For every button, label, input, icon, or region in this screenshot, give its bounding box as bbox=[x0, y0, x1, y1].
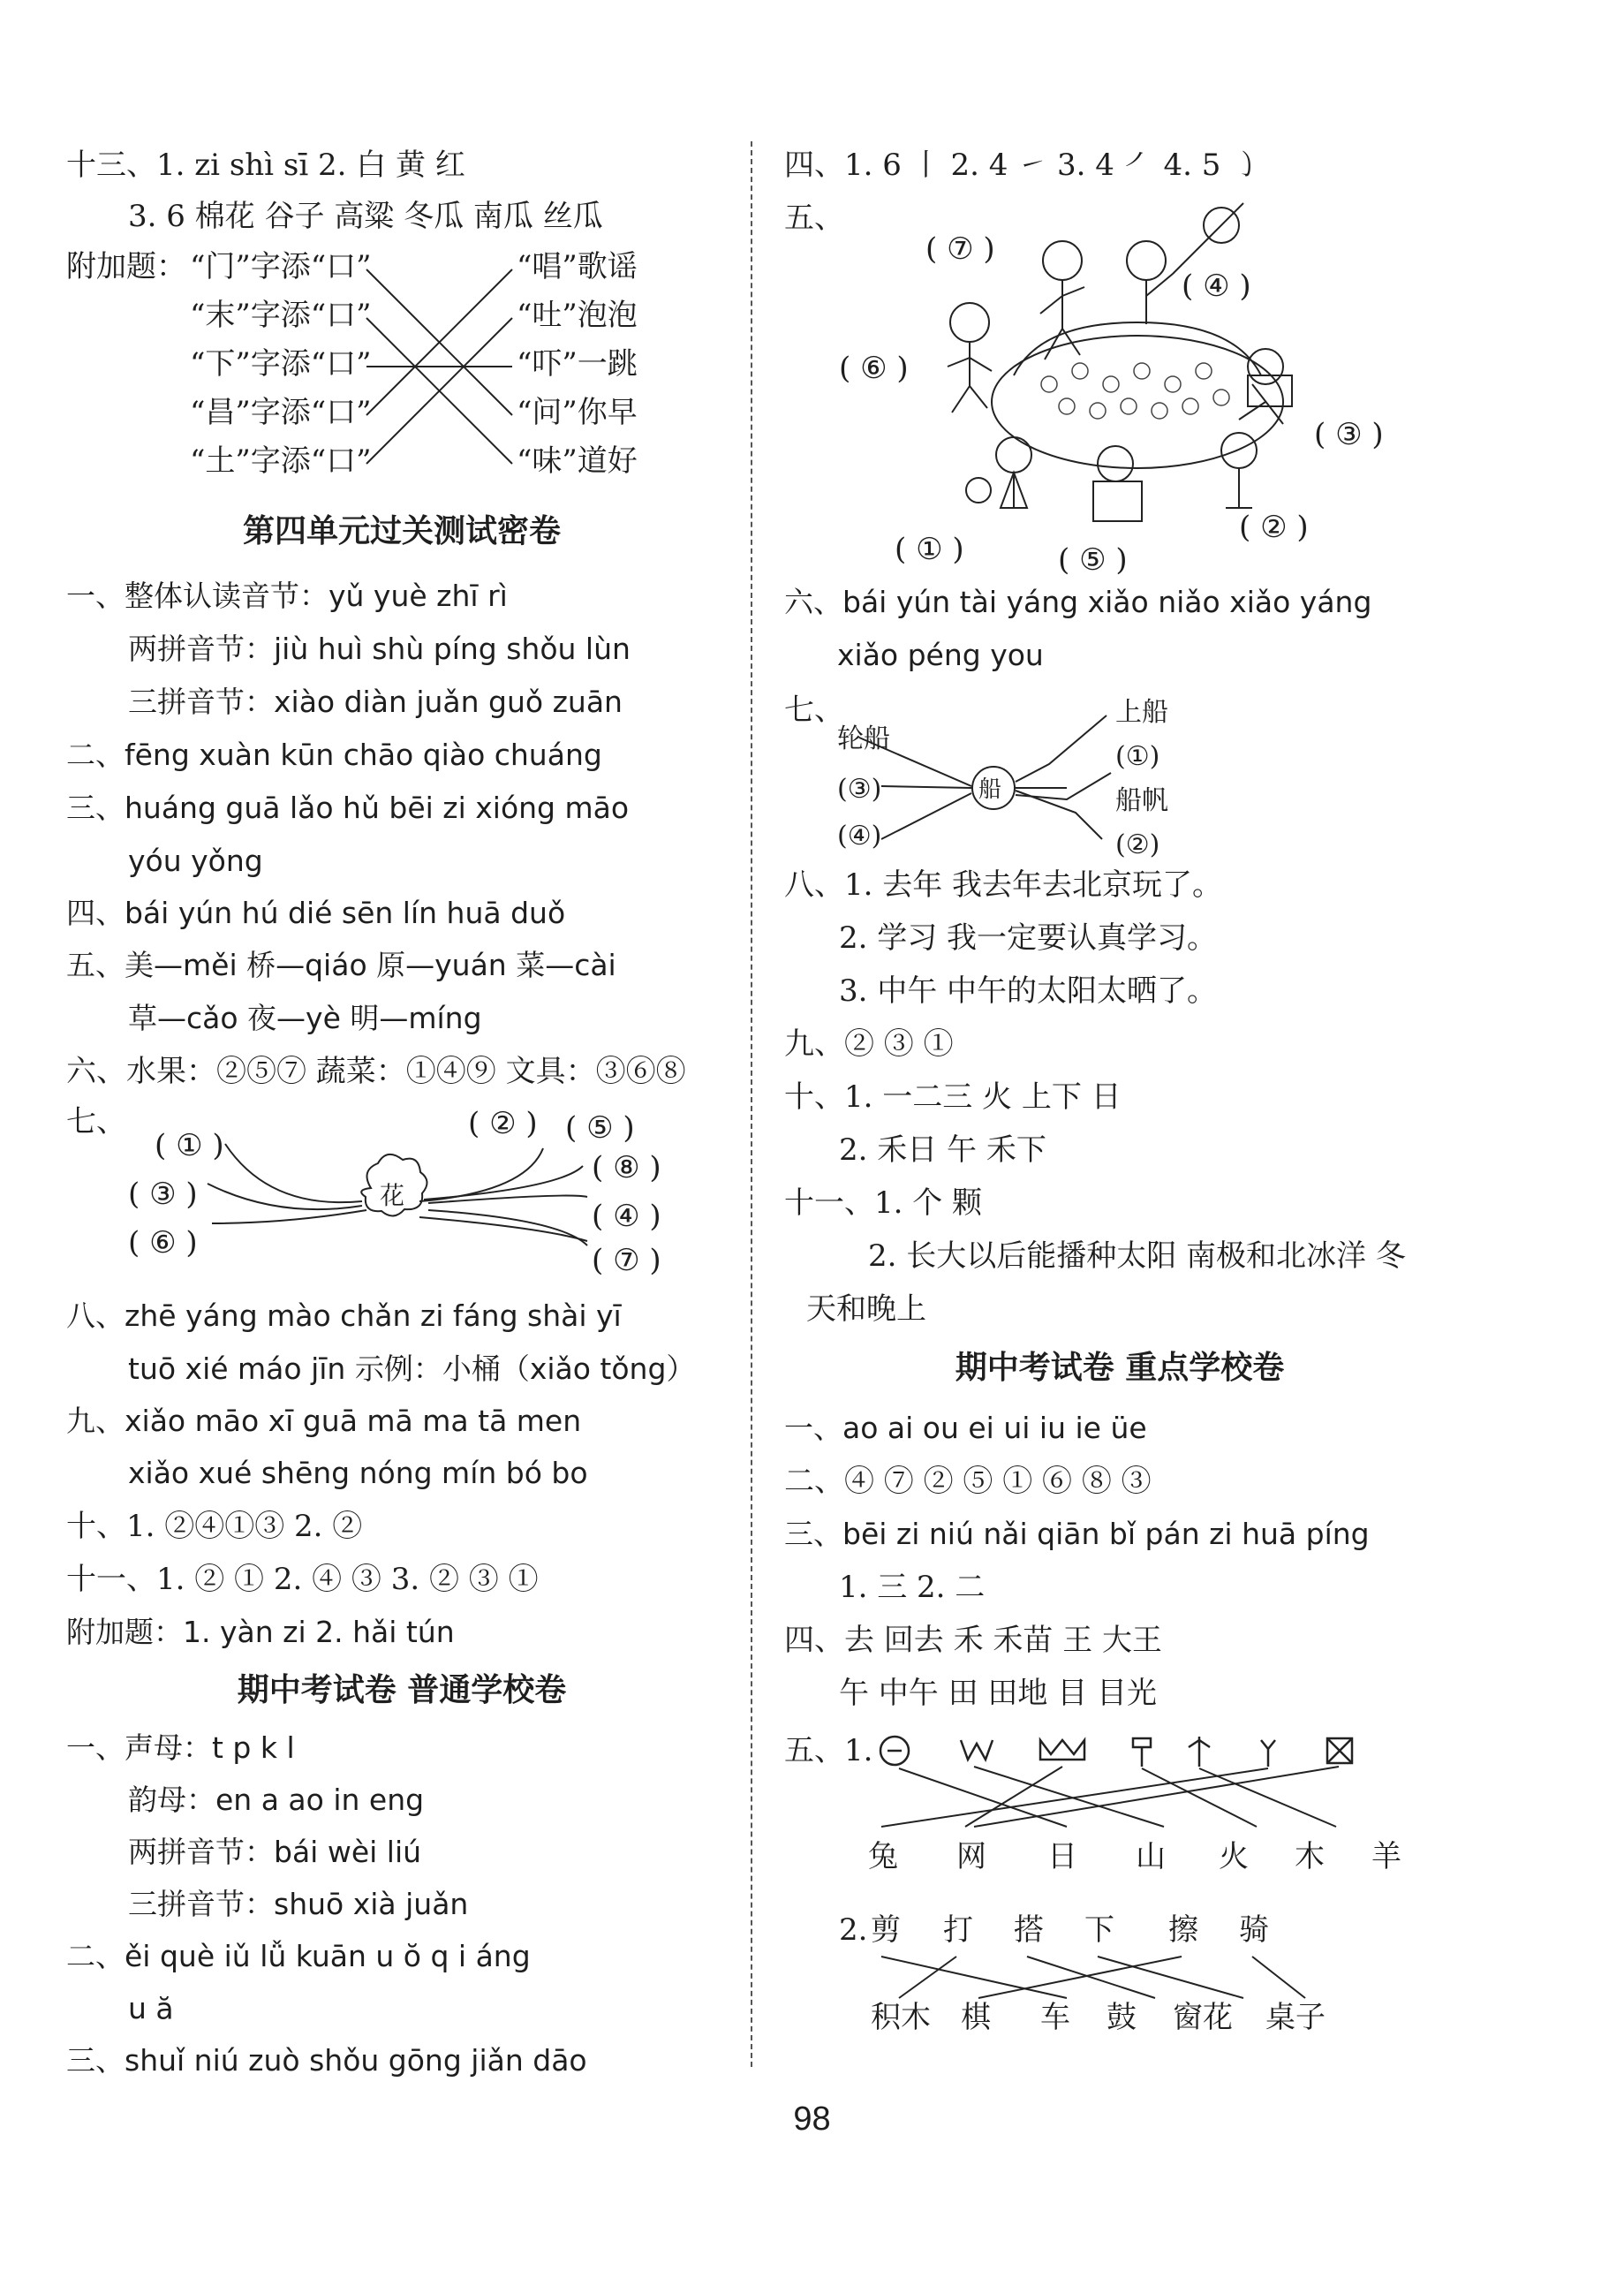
match-lines bbox=[66, 132, 737, 503]
r5-label-6: ( ⑥ ) bbox=[839, 351, 909, 386]
midterm-normal-title: 期中考试卷 普通学校卷 bbox=[237, 1671, 567, 1708]
k5-word-7: 羊 bbox=[1371, 1839, 1401, 1874]
k5-bottom-5: 窗花 bbox=[1173, 2000, 1233, 2035]
page-number: 98 bbox=[793, 2101, 831, 2138]
ship-right-1: 上船 bbox=[1115, 697, 1168, 728]
unit4-title: 第四单元过关测试密卷 bbox=[242, 512, 561, 549]
k5-2-label: 2. bbox=[839, 1912, 868, 1948]
u1-line3: 三拼音节：xiào diàn juǎn guǒ zuān bbox=[128, 685, 623, 719]
u9-line1: 九、xiǎo māo xī guā mā ma tā men bbox=[66, 1404, 582, 1438]
ship-left-2: (③) bbox=[837, 774, 882, 805]
k4-line1: 四、去 回去 禾 禾苗 王 大王 bbox=[784, 1623, 1163, 1658]
m1-line1: 一、声母：t p k l bbox=[66, 1730, 295, 1765]
r8-line3: 3. 中午 中午的太阳太晒了。 bbox=[839, 973, 1218, 1009]
m1-line2: 韵母：en a ao in eng bbox=[128, 1783, 425, 1817]
s13-line1: 十三、1. zi shì sī 2. 白 黄 红 bbox=[66, 148, 465, 183]
match-left-3: “下”字添“口” bbox=[190, 346, 372, 382]
r5-label-3: ( ③ ) bbox=[1314, 417, 1384, 452]
k5-word-6: 木 bbox=[1295, 1839, 1325, 1874]
u5-line2: 草—cǎo 夜—yè 明—míng bbox=[128, 1001, 482, 1035]
k5-top-4: 下 bbox=[1084, 1912, 1114, 1948]
r8-line1: 八、1. 去年 我去年去北京玩了。 bbox=[784, 867, 1223, 903]
k5-word-3: 日 bbox=[1047, 1839, 1077, 1874]
u6-line: 六、水果：②⑤⑦ 蔬菜：①④⑨ 文具：③⑥⑧ bbox=[66, 1054, 686, 1089]
r6-line2: xiǎo péng you bbox=[837, 638, 1044, 672]
ship-right-4: (②) bbox=[1115, 829, 1160, 860]
k5-bottom-3: 车 bbox=[1040, 2000, 1070, 2035]
r6-line1: 六、bái yún tài yáng xiǎo niǎo xiǎo yáng bbox=[784, 585, 1372, 619]
ship-center: 船 bbox=[978, 776, 1002, 803]
flower-char: 花 bbox=[380, 1181, 405, 1210]
r9-line: 九、② ③ ① bbox=[784, 1026, 954, 1062]
k5-word-2: 网 bbox=[956, 1839, 986, 1874]
k5-label: 五、1. bbox=[784, 1733, 873, 1768]
u8-line2: tuō xié máo jīn 示例：小桶（xiǎo tǒng） bbox=[128, 1351, 696, 1386]
extra-title: 附加题： bbox=[66, 249, 186, 284]
u5-line1: 五、美—měi 桥—qiáo 原—yuán 菜—cài bbox=[66, 948, 616, 982]
m3-line: 三、shuǐ niú zuò shǒu gōng jiǎn dāo bbox=[66, 2043, 587, 2078]
u7-right-5: ( ⑦ ) bbox=[592, 1243, 661, 1278]
ship-left-1: 轮船 bbox=[837, 723, 890, 754]
r5-label: 五、 bbox=[784, 201, 844, 236]
k5-bottom-1: 积木 bbox=[871, 2000, 931, 2035]
u7-left-2: ( ③ ) bbox=[128, 1177, 198, 1212]
k5-word-4: 山 bbox=[1136, 1839, 1166, 1874]
column-divider bbox=[751, 141, 752, 2067]
m1-line4: 三拼音节：shuō xià juǎn bbox=[128, 1887, 469, 1921]
match-right-3: “吓”一跳 bbox=[517, 346, 638, 382]
match-left-4: “昌”字添“口” bbox=[190, 395, 372, 430]
s13-line2: 3. 6 棉花 谷子 高粱 冬瓜 南瓜 丝瓜 bbox=[128, 199, 603, 234]
match-right-1: “唱”歌谣 bbox=[517, 249, 638, 284]
u10-line: 十、1. ②④①③ 2. ② bbox=[66, 1509, 363, 1544]
midterm-key-title: 期中考试卷 重点学校卷 bbox=[955, 1349, 1285, 1386]
match-left-2: “末”字添“口” bbox=[190, 298, 372, 333]
k5-top-6: 骑 bbox=[1239, 1912, 1269, 1948]
ship-left-3: (④) bbox=[837, 821, 882, 852]
r5-label-4: ( ④ ) bbox=[1182, 269, 1251, 304]
match-left-5: “土”字添“口” bbox=[190, 443, 372, 479]
u3-line2: yóu yǒng bbox=[128, 844, 263, 878]
r10-line1: 十、1. 一二三 火 上下 日 bbox=[784, 1079, 1122, 1115]
u3-line1: 三、huáng guā lǎo hǔ bēi zi xióng māo bbox=[66, 791, 630, 825]
u7-left-3: ( ⑥ ) bbox=[128, 1225, 198, 1260]
k5-top-5: 擦 bbox=[1168, 1912, 1198, 1948]
u4-line: 四、bái yún hú dié sēn lín huā duǒ bbox=[66, 896, 566, 930]
k5-top-2: 打 bbox=[943, 1912, 973, 1948]
r5-label-5: ( ⑤ ) bbox=[1058, 542, 1128, 578]
u7-label: 七、 bbox=[66, 1104, 126, 1139]
r11-line3: 天和晚上 bbox=[806, 1291, 926, 1327]
u9-line2: xiǎo xué shēng nóng mín bó bo bbox=[128, 1456, 588, 1490]
r4-line: 四、1. 6 丨 2. 4 ㇀ 3. 4 ㇒ 4. 5 ㇁ bbox=[784, 148, 1261, 183]
r8-line2: 2. 学习 我一定要认真学习。 bbox=[839, 920, 1218, 956]
k1-line: 一、ao ai ou ei ui iu ie üe bbox=[784, 1411, 1147, 1445]
u1-line2: 两拼音节：jiù huì shù píng shǒu lùn bbox=[128, 632, 631, 666]
r5-label-1: ( ① ) bbox=[895, 532, 964, 567]
k5-word-1: 兔 bbox=[868, 1839, 898, 1874]
u2-line: 二、fēng xuàn kūn chāo qiào chuáng bbox=[66, 738, 602, 772]
r5-label-2: ( ② ) bbox=[1239, 510, 1309, 545]
m2-line2: u ă bbox=[128, 1991, 174, 2025]
u-extra-line: 附加题：1. yàn zi 2. hǎi tún bbox=[66, 1615, 455, 1649]
m2-line1: 二、ěi què iǔ lǚ kuān u ŏ q i áng bbox=[66, 1939, 531, 1973]
u7-right-2: ( ⑤ ) bbox=[565, 1110, 635, 1146]
k3-line1: 三、bēi zi niú nǎi qiān bǐ pán zi huā píng bbox=[784, 1517, 1370, 1551]
r7-label: 七、 bbox=[784, 693, 844, 728]
ship-right-3: 船帆 bbox=[1115, 785, 1168, 816]
k5-bottom-6: 桌子 bbox=[1265, 2000, 1326, 2035]
k5-top-3: 搭 bbox=[1014, 1912, 1044, 1948]
r5-label-7: ( ⑦ ) bbox=[925, 231, 995, 267]
match-left-1: “门”字添“口” bbox=[190, 249, 372, 284]
u7-right-3: ( ⑧ ) bbox=[592, 1150, 661, 1185]
k5-bottom-2: 棋 bbox=[961, 2000, 991, 2035]
m1-line3: 两拼音节：bái wèi liú bbox=[128, 1835, 422, 1869]
r11-line1: 十一、1. 个 颗 bbox=[784, 1185, 983, 1221]
k2-line: 二、④ ⑦ ② ⑤ ① ⑥ ⑧ ③ bbox=[784, 1464, 1152, 1499]
u8-line1: 八、zhē yáng mào chǎn zi fáng shài yī bbox=[66, 1298, 622, 1333]
ship-right-2: (①) bbox=[1115, 741, 1160, 772]
u7-right-1: ( ② ) bbox=[468, 1106, 538, 1141]
u1-line1: 一、整体认读音节：yǔ yuè zhī rì bbox=[66, 579, 508, 613]
k5-bottom-4: 鼓 bbox=[1107, 2000, 1137, 2035]
k4-line2: 午 中午 田 田地 目 目光 bbox=[839, 1676, 1158, 1711]
u7-right-4: ( ④ ) bbox=[592, 1199, 661, 1234]
match-right-4: “问”你早 bbox=[517, 395, 638, 430]
match-right-5: “味”道好 bbox=[517, 443, 638, 479]
r11-line2: 2. 长大以后能播种太阳 南极和北冰洋 冬 bbox=[868, 1238, 1406, 1274]
match-right-2: “吐”泡泡 bbox=[517, 298, 638, 333]
k3-line2: 1. 三 2. 二 bbox=[839, 1570, 986, 1605]
u11-line: 十一、1. ② ① 2. ④ ③ 3. ② ③ ① bbox=[66, 1562, 539, 1597]
k5-top-1: 剪 bbox=[871, 1912, 901, 1948]
r10-line2: 2. 禾日 午 禾下 bbox=[839, 1132, 1046, 1168]
u7-left-1: ( ① ) bbox=[155, 1128, 224, 1163]
k5-word-5: 火 bbox=[1219, 1839, 1249, 1874]
